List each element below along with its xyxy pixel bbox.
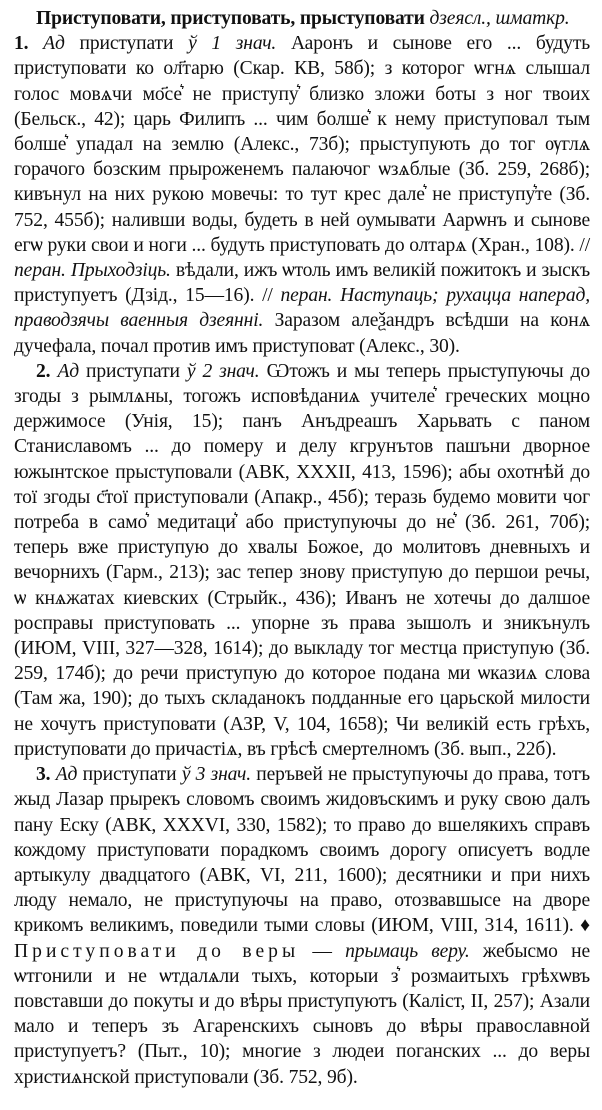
sense-lead: Ад bbox=[57, 360, 80, 382]
sense-examples: вѣдали, ижъ ѡтоль имъ великій пожитокъ и зыскъ приступуетъ (Дзід., 15—16). // bbox=[14, 260, 591, 307]
sense-source-verb: приступати bbox=[64, 33, 189, 55]
sense-examples: Заразом алеѯандръ всѣдши на конѧ дучефала, почал против имъ приступоват (Алекс., 30). bbox=[14, 310, 590, 357]
entry-sense-1 bbox=[14, 6, 590, 359]
sense-examples: жебысмо не ѡтгонили и не ѡтдалѧли тыхъ, которыи з͛ розмаитыхъ грѣхѡвъ повставши до покуты и до вѣры приступуютъ (Каліст, II, 257); Азали мало и теперъ зъ Агаренскихъ сыновъ до вѣры православной приступуетъ? (Пыт., 10); многие з людеи поганских ... до веры христиѧнской приступовали (Зб. 752, 9б). bbox=[14, 940, 590, 1088]
sense-ref: ў 1 знач. bbox=[188, 33, 277, 55]
sense-examples: перъвей не прыступуючы до права, тотъ жыд Лазар прырекъ словомъ своимъ жидовъскимъ и руку свою далъ пану Еску (АВК, XXXVI, 330, 1582); то право до вшелякихъ справъ кождому приступовати порадкомъ своимъ дорогу описуетъ водле артыкулу двадцатого (АВК, VI, 211, 1600); десятники и при нихъ люду немало, не приступуючы на право, отозвавшысе на дворе крикомъ великимъ, поведили тыми словы (ИЮМ, VIII, 314, 1611). ♦ bbox=[14, 764, 590, 937]
sense-number: 2. bbox=[36, 360, 51, 382]
sense-source-verb: приступати bbox=[77, 764, 182, 786]
sense-examples: Ѡтожъ и мы теперь прыступуючы до згоды з рымлѧны, тогожъ исповѣданиѧ учителе͛ греческих моцно держимосе (Унія, 15); панъ Анъдреашъ Харьвать с паном Станиславомъ ... до померу и делу кгрунътов пашъни дворное южынтское прыступовали (АВК, XXXII, 413, 1596); абы охотнѣй до тої згоды с҃тої приступовали (Апакр., 45б); теразь будемо мовити чог потреба в само͛ медитаци͛ або приступуючы до не͛ (Зб. 261, 70б); теперь вже приступую до хвалы Божое, до молитовъ дневныхъ и вечорнихъ (Гарм., 213); зас тепер знову приступую до першои речы, ѡ кнѧжатах киевских (Стрыйк., 436); Иванъ не хотечы до далшое росправы приступовать ... упорне зъ права зышолъ и зникънулъ (ИЮМ, VIII, 327—328, 1614); до выкладу тог местца приступую (Зб. 259, 174б); до речи приступую до которое подана ми ѡказиѧ слова (Там жа, 190); до тыхъ складанокъ подданные его царьской милости не хочутъ приступовати (АЗР, V, 104, 1658); Чи великій есть грѣхъ, приступовати до причастіѧ, въ грѣсѣ смертелномъ (Зб. вып., 22б). bbox=[14, 360, 591, 760]
sense-gloss: перан. Наступаць; рухацца наперад, праводзячы ваенныя дзеянні. bbox=[14, 285, 590, 332]
sense-lead: Ад bbox=[55, 764, 78, 786]
phrase-separator: — bbox=[299, 940, 346, 962]
sense-number: 3. bbox=[36, 764, 51, 786]
entry-sense-3 bbox=[14, 762, 590, 1090]
sense-ref: ў 3 знач. bbox=[181, 764, 251, 786]
sense-source-verb: приступати bbox=[79, 360, 187, 382]
sense-number: 1. bbox=[14, 33, 29, 55]
grammar-label: дзеясл., шматкр. bbox=[429, 8, 570, 29]
sense-examples: Ааронъ и сынове его ... будуть приступовати ко ол҃тарю (Скар. КВ, 58б); з которог ѡгнѧ слышал голос мовѧчи мо҃се͛ не приступу͛ близко зложи боты з ног твоих (Бельск., 42); царь Филипъ ... чим болше͛ к нему приступовал тым болше͛ упадал на землю (Алекс., 73б); прыступують до тог ѹглѧ горачого бозским прыроженемъ палаючог ѡзѧблые (Зб. 259, 268б); кивънул на них рукою мовечы: то тут крес дале͛ не приступу͛те (Зб. 752, 455б); наливши воды, будеть в ней оумывати Аарѡнъ и сынове егѡ руки свои и ноги ... будуть приступовать до олтарѧ (Хран., 108). // bbox=[14, 33, 591, 256]
sense-lead: Ад bbox=[43, 33, 65, 55]
headword: Приступовати, приступовать, прыступовати bbox=[36, 8, 425, 29]
phrase-headword: Приступовати до веры bbox=[14, 940, 300, 962]
entry-sense-2 bbox=[14, 359, 590, 762]
sense-gloss: перан. Прыходзіць. bbox=[14, 260, 171, 282]
sense-ref: ў 2 знач. bbox=[186, 360, 260, 382]
phrase-gloss: прымаць веру. bbox=[345, 940, 470, 962]
